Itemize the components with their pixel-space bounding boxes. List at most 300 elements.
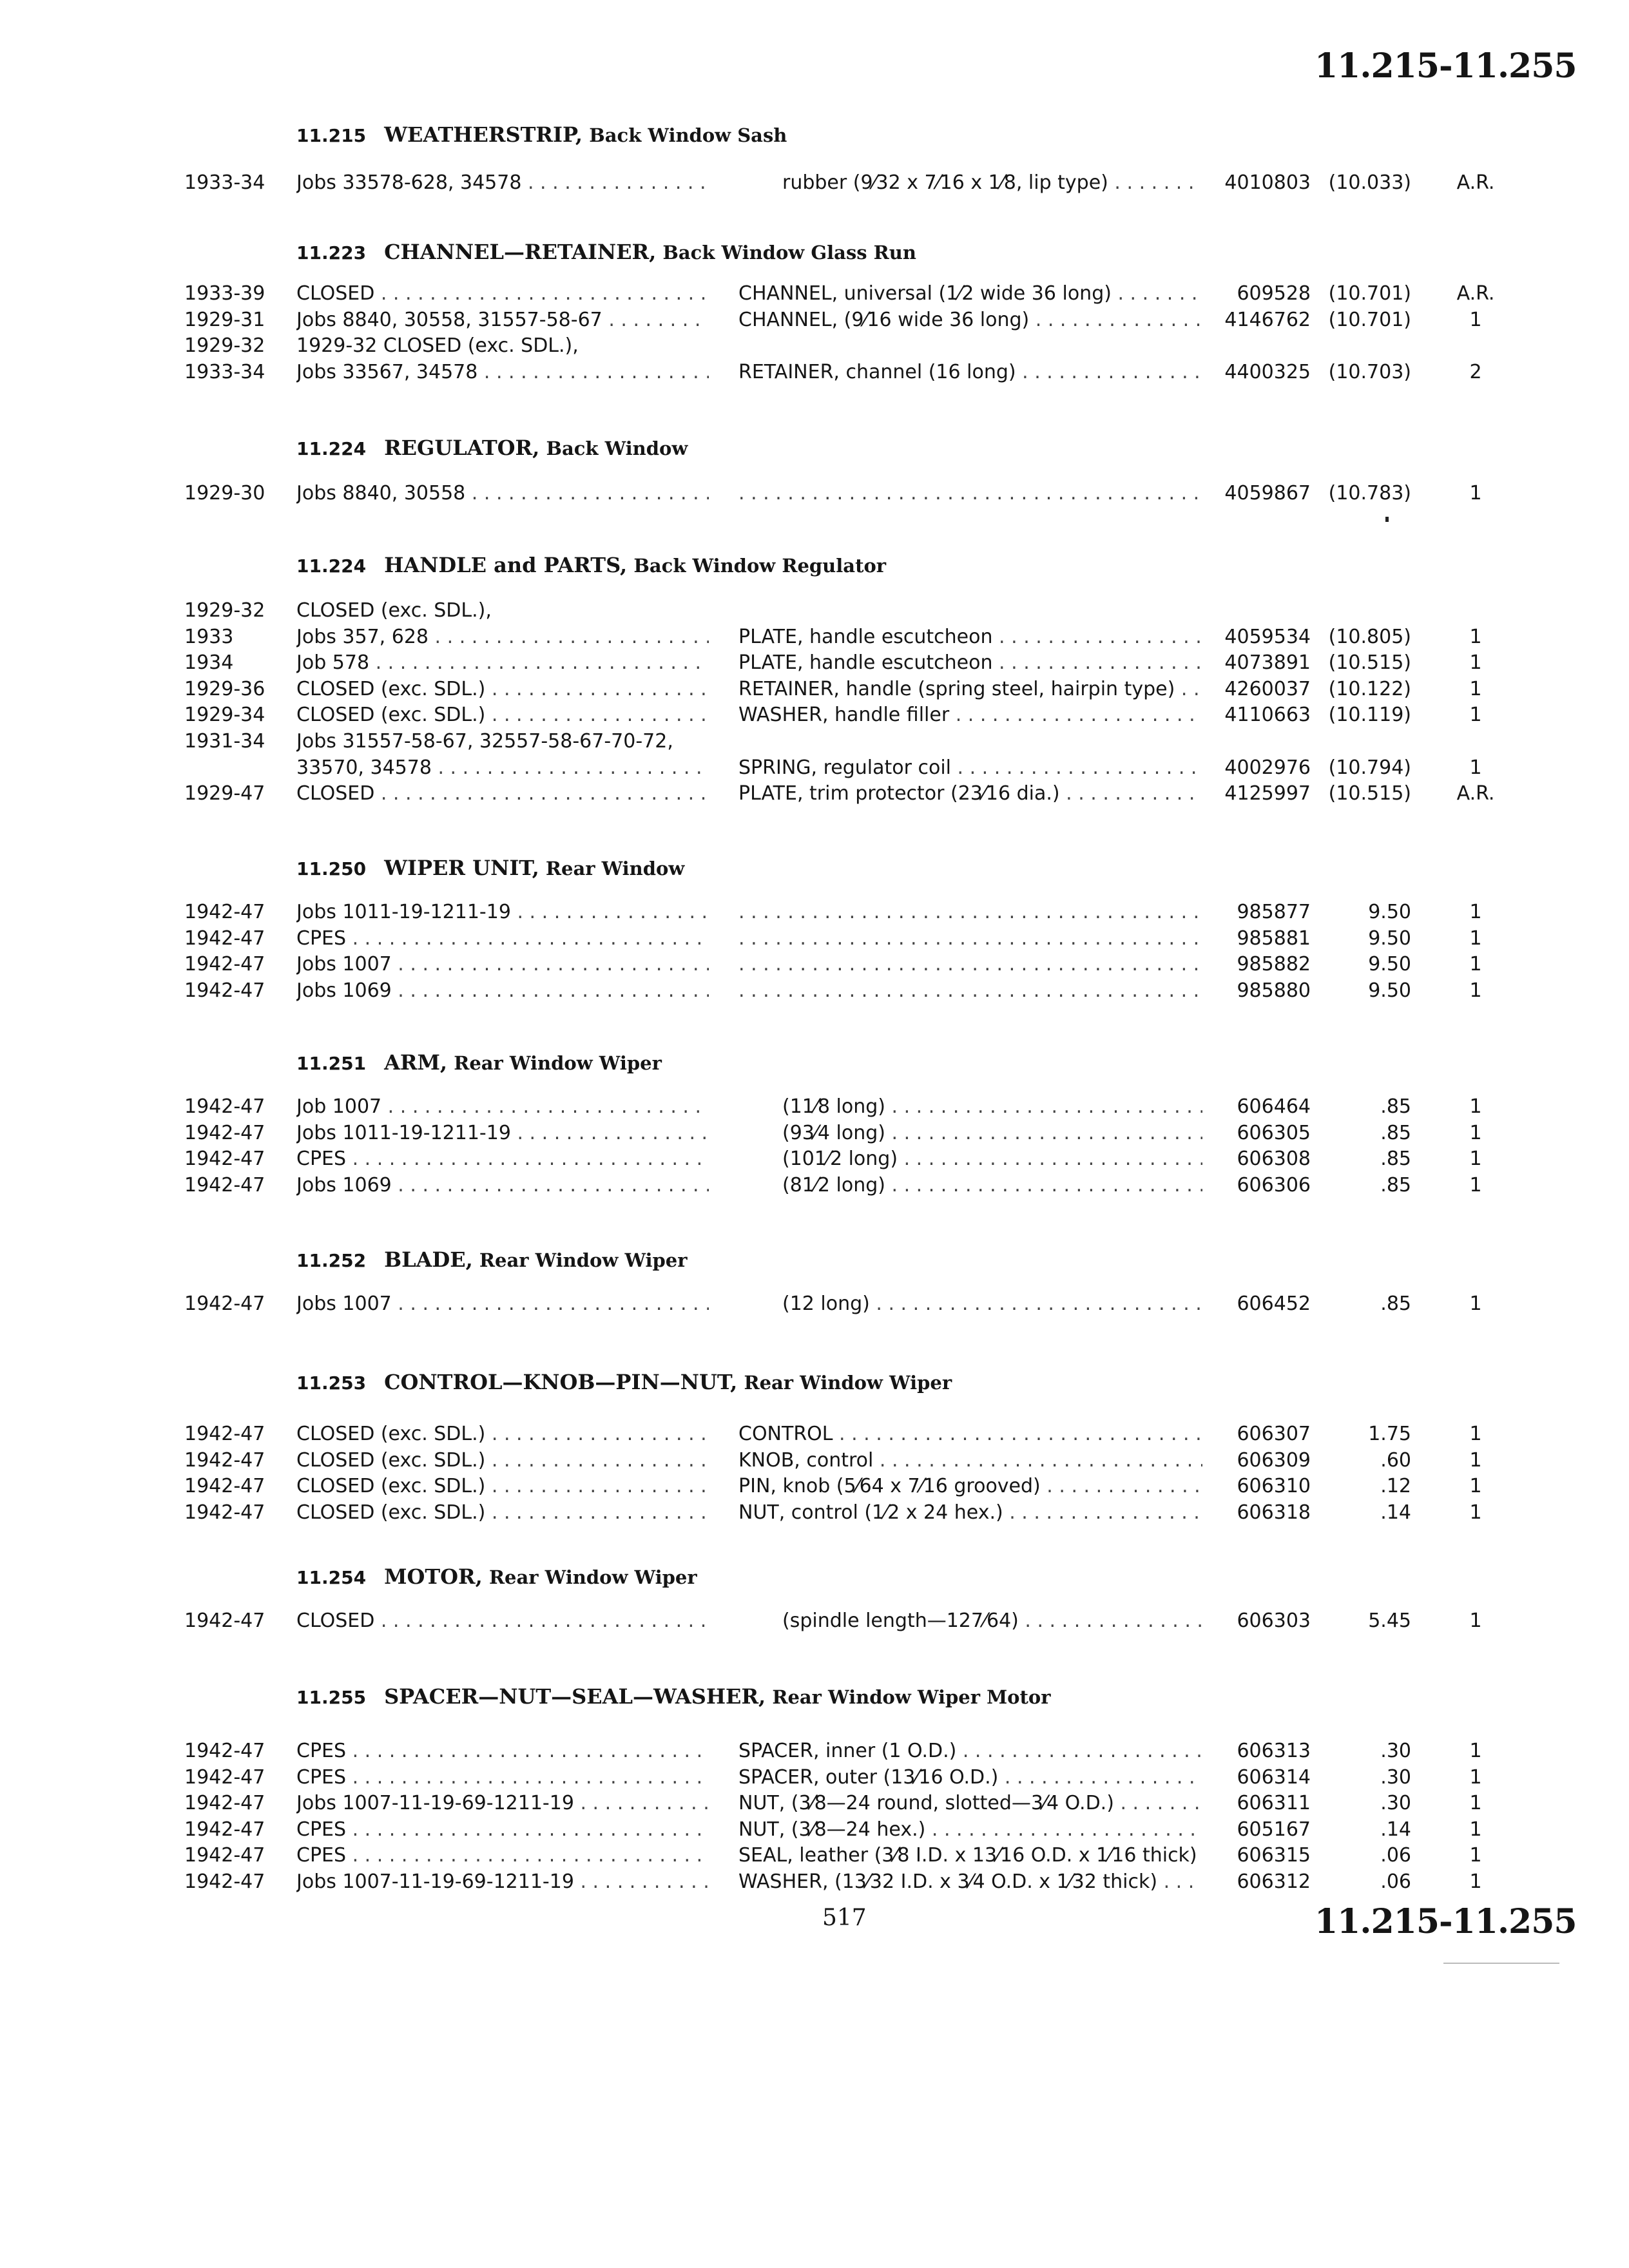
model-years (184, 1174, 265, 1196)
dot-leader (346, 1740, 709, 1762)
dot-leader (833, 1423, 1203, 1445)
model-years-text: 1942-47 (184, 1818, 265, 1841)
part-number-text: 605167 (1237, 1818, 1311, 1841)
description-text: NUT, (3⁄8—24 round, slotted—3⁄4 O.D.) (738, 1792, 1114, 1815)
model-years (184, 730, 265, 753)
price-text: .12 (1380, 1475, 1411, 1498)
dot-leader (432, 756, 709, 779)
model-years-text: 1942-47 (184, 1475, 265, 1498)
price (1315, 1766, 1411, 1789)
description (738, 626, 1202, 648)
price (1315, 1740, 1411, 1762)
description (738, 309, 1202, 331)
section-subtitle: Rear Window Wiper (488, 1566, 697, 1588)
description (782, 1174, 1202, 1196)
dot-leader (346, 927, 709, 950)
dot-leader (574, 1792, 709, 1814)
price (1315, 1423, 1411, 1445)
description-text: CHANNEL, (9⁄16 wide 36 long) (738, 308, 1030, 331)
description-text: CONTROL (738, 1423, 833, 1445)
section-header (296, 1247, 688, 1272)
model-years (184, 782, 265, 805)
application-text: CLOSED (296, 282, 375, 305)
scan-artifact-line (1443, 1963, 1559, 1964)
table-row (0, 599, 1629, 625)
model-years (184, 901, 265, 923)
section-number: 11.252 (296, 1250, 367, 1271)
table-row (0, 1818, 1629, 1844)
section-header (296, 856, 684, 880)
quantity (1437, 927, 1514, 950)
description (738, 1449, 1202, 1472)
description-text: rubber (9⁄32 x 7⁄16 x 1⁄8, lip type) (782, 171, 1108, 194)
dot-leader (1041, 1475, 1202, 1497)
price (1315, 979, 1411, 1002)
model-years-text: 1942-47 (184, 1501, 265, 1524)
dot-leader (1197, 1844, 1202, 1867)
dot-leader (1029, 309, 1202, 331)
dot-leader (511, 1122, 709, 1144)
model-years (184, 1122, 265, 1144)
description (738, 1501, 1202, 1524)
application (296, 1740, 709, 1762)
model-years (184, 1610, 265, 1632)
description (738, 953, 1202, 975)
quantity-text: 1 (1469, 482, 1482, 505)
model-years (184, 1501, 265, 1524)
quantity (1437, 309, 1514, 331)
dot-leader (374, 282, 709, 305)
quantity-text: 1 (1469, 901, 1482, 923)
section-number: 11.253 (296, 1372, 367, 1394)
section-number: 11.251 (296, 1053, 367, 1074)
part-number-text: 606310 (1237, 1475, 1311, 1498)
quantity (1437, 1423, 1514, 1445)
application (296, 651, 709, 674)
part-number-text: 985877 (1237, 901, 1311, 923)
application (296, 334, 709, 357)
dot-leader (392, 1174, 709, 1196)
part-number-text: 606306 (1237, 1173, 1311, 1196)
application (296, 1423, 709, 1445)
dot-leader (346, 1844, 709, 1867)
model-years (184, 927, 265, 950)
dot-leader (870, 1293, 1202, 1315)
application-text: Job 1007 (296, 1095, 382, 1118)
part-number-text: 606307 (1237, 1423, 1311, 1445)
quantity (1437, 901, 1514, 923)
section-number: 11.215 (296, 125, 367, 146)
price (1315, 1148, 1411, 1170)
section-subtitle: Rear Window (545, 858, 685, 879)
application (296, 1095, 709, 1118)
dot-leader (392, 979, 709, 1002)
model-years (184, 309, 265, 331)
quantity (1437, 482, 1514, 505)
price-text: 9.50 (1368, 901, 1411, 923)
table-row (0, 901, 1629, 927)
price (1315, 309, 1411, 331)
application-text: CPES (296, 1844, 347, 1867)
section-subtitle: Rear Window Wiper (479, 1249, 688, 1271)
model-years-text: 1929-47 (184, 782, 265, 805)
description (738, 1766, 1202, 1789)
dot-leader (374, 1610, 709, 1632)
quantity (1437, 282, 1514, 305)
application-text: 1929-32 CLOSED (exc. SDL.), (296, 334, 579, 358)
quantity-text: 1 (1469, 953, 1482, 976)
price-text: .06 (1380, 1844, 1411, 1867)
description (738, 1870, 1202, 1893)
application-text: CLOSED (exc. SDL.) (296, 1501, 486, 1524)
application-text: Jobs 8840, 30558 (296, 482, 466, 505)
description-text: SEAL, leather (3⁄8 I.D. x 13⁄16 O.D. x 1⁄16 thick) (738, 1844, 1197, 1867)
description-text: WASHER, handle filler (738, 704, 950, 727)
price (1315, 651, 1411, 674)
application (296, 1122, 709, 1144)
table-row (0, 361, 1629, 387)
price-text: 9.50 (1368, 979, 1411, 1002)
description-text: SPRING, regulator coil (738, 756, 951, 779)
table-row (0, 730, 1629, 756)
description (782, 171, 1202, 194)
quantity (1437, 953, 1514, 975)
dot-leader (738, 953, 1202, 975)
part-number-text: 606464 (1237, 1095, 1311, 1118)
application (296, 704, 709, 726)
description-text: (11⁄8 long) (782, 1095, 885, 1118)
quantity (1437, 1501, 1514, 1524)
table-row (0, 1870, 1629, 1896)
quantity (1437, 1293, 1514, 1315)
table-row (0, 171, 1629, 197)
price-text: (10.701) (1328, 282, 1411, 305)
price-text: .30 (1380, 1792, 1411, 1815)
dot-leader (374, 782, 709, 805)
price-text: (10.701) (1328, 308, 1411, 331)
quantity (1437, 626, 1514, 648)
application-text: Job 578 (296, 651, 370, 675)
part-number (1218, 953, 1311, 975)
dot-leader (1003, 1501, 1202, 1524)
quantity-text: 1 (1469, 927, 1482, 950)
dot-leader (898, 1148, 1202, 1170)
dot-leader (1060, 782, 1202, 805)
description-text: (12 long) (782, 1293, 870, 1315)
price-text: .14 (1380, 1818, 1411, 1841)
description (738, 756, 1202, 779)
part-number (1218, 901, 1311, 923)
quantity (1437, 1174, 1514, 1196)
part-number-text: 606308 (1237, 1148, 1311, 1171)
description (738, 1740, 1202, 1762)
section-number: 11.224 (296, 438, 367, 459)
model-years-text: 1931-34 (184, 730, 265, 753)
price (1315, 704, 1411, 726)
model-years-text: 1942-47 (184, 1293, 265, 1315)
price (1315, 1610, 1411, 1632)
model-years-text: 1929-36 (184, 677, 265, 700)
application (296, 979, 709, 1002)
price-text: 5.45 (1368, 1610, 1411, 1632)
section-number: 11.255 (296, 1687, 367, 1708)
description-text: NUT, (3⁄8—24 hex.) (738, 1818, 926, 1841)
page-number: 517 (822, 1905, 867, 1931)
dot-leader (1157, 1870, 1202, 1893)
description (738, 482, 1202, 505)
application (296, 1766, 709, 1789)
section-name: ARM, (384, 1050, 448, 1075)
price (1315, 1501, 1411, 1524)
dot-leader (521, 171, 709, 194)
quantity-text: 1 (1469, 625, 1482, 648)
quantity (1437, 1818, 1514, 1841)
dot-leader (485, 1475, 709, 1497)
table-row (0, 309, 1629, 334)
model-years (184, 1148, 265, 1170)
application-text: Jobs 1011-19-1211-19 (296, 901, 511, 923)
price-text: (10.122) (1328, 677, 1411, 700)
application-text: Jobs 1007-11-19-69-1211-19 (296, 1870, 574, 1893)
dot-leader (346, 1766, 709, 1789)
section-number: 11.250 (296, 858, 367, 879)
price (1315, 1870, 1411, 1893)
part-number (1218, 782, 1311, 805)
dot-leader (485, 704, 709, 726)
dot-leader (885, 1122, 1202, 1144)
dot-leader (738, 901, 1202, 923)
quantity-text: 1 (1469, 1870, 1482, 1893)
price (1315, 901, 1411, 923)
table-row (0, 282, 1629, 308)
price-text: .85 (1380, 1121, 1411, 1144)
model-years (184, 953, 265, 975)
description-text: SPACER, inner (1 O.D.) (738, 1740, 957, 1762)
model-years-text: 1933-34 (184, 360, 265, 383)
section-name: CHANNEL—RETAINER, (384, 240, 657, 264)
model-years (184, 282, 265, 305)
price-text: .85 (1380, 1173, 1411, 1196)
model-years (184, 1475, 265, 1497)
quantity-text: A.R. (1456, 282, 1495, 305)
table-row (0, 756, 1629, 782)
part-number-text: 4110663 (1224, 704, 1311, 727)
quantity (1437, 1870, 1514, 1893)
quantity (1437, 1095, 1514, 1118)
dot-leader (993, 626, 1202, 648)
part-number-text: 4002976 (1224, 756, 1311, 779)
model-years (184, 482, 265, 505)
model-years (184, 678, 265, 700)
part-number (1218, 1449, 1311, 1472)
part-number (1218, 282, 1311, 305)
table-row (0, 678, 1629, 704)
model-years-text: 1929-34 (184, 704, 265, 727)
table-row (0, 927, 1629, 953)
application (296, 171, 709, 194)
model-years-text: 1942-47 (184, 1095, 265, 1118)
application (296, 1293, 709, 1315)
price (1315, 1844, 1411, 1867)
description (738, 1844, 1202, 1867)
part-number-text: 606318 (1237, 1501, 1311, 1524)
section-header (296, 1684, 1051, 1709)
model-years-text: 1942-47 (184, 1765, 265, 1789)
application-text: Jobs 1007-11-19-69-1211-19 (296, 1792, 574, 1815)
part-number (1218, 1293, 1311, 1315)
model-years (184, 1844, 265, 1867)
part-number (1218, 482, 1311, 505)
section-name: CONTROL—KNOB—PIN—NUT, (384, 1370, 738, 1394)
dot-leader (346, 1148, 709, 1170)
price (1315, 1449, 1411, 1472)
table-row (0, 704, 1629, 729)
application-text: CPES (296, 1765, 347, 1789)
dot-leader (738, 979, 1202, 1002)
dot-leader (485, 1449, 709, 1472)
price-text: .30 (1380, 1740, 1411, 1762)
price-text: (10.783) (1328, 482, 1411, 505)
dot-leader (873, 1449, 1202, 1472)
description (738, 901, 1202, 923)
price-text: (10.805) (1328, 625, 1411, 648)
part-number-text: 4125997 (1224, 782, 1311, 805)
description-text: SPACER, outer (13⁄16 O.D.) (738, 1765, 999, 1789)
quantity-text: 1 (1469, 1818, 1482, 1841)
table-row (0, 1423, 1629, 1448)
price-text: (10.515) (1328, 782, 1411, 805)
model-years-text: 1942-47 (184, 1148, 265, 1171)
description (782, 1095, 1202, 1118)
section-name: SPACER—NUT—SEAL—WASHER, (384, 1684, 766, 1709)
dot-leader (925, 1818, 1202, 1841)
table-row (0, 979, 1629, 1005)
dot-leader (993, 651, 1202, 674)
application (296, 482, 709, 505)
section-subtitle: Back Window Glass Run (662, 242, 916, 264)
section-name: WEATHERSTRIP, (384, 122, 583, 147)
description-text: RETAINER, channel (16 long) (738, 360, 1016, 383)
model-years-text: 1942-47 (184, 1844, 265, 1867)
application (296, 1610, 709, 1632)
dot-leader (369, 651, 709, 674)
description (738, 782, 1202, 805)
application-text: Jobs 1069 (296, 1173, 392, 1196)
dot-leader (1112, 282, 1202, 305)
quantity-text: A.R. (1456, 782, 1495, 805)
description (782, 1122, 1202, 1144)
table-row (0, 651, 1629, 677)
dot-leader (885, 1174, 1202, 1196)
quantity (1437, 1122, 1514, 1144)
dot-leader (951, 756, 1202, 779)
quantity-text: 1 (1469, 1610, 1482, 1632)
quantity-text: 1 (1469, 1448, 1482, 1472)
quantity (1437, 756, 1514, 779)
dot-leader (998, 1766, 1202, 1789)
description-text: (93⁄4 long) (782, 1121, 885, 1144)
quantity-text: 1 (1469, 1501, 1482, 1524)
application (296, 756, 709, 779)
model-years-text: 1933 (184, 625, 234, 648)
application-text: CLOSED (296, 782, 375, 805)
table-row (0, 1610, 1629, 1635)
application-text: Jobs 33578-628, 34578 (296, 171, 522, 194)
model-years-text: 1929-32 (184, 334, 265, 358)
model-years (184, 1449, 265, 1472)
part-number-text: 606305 (1237, 1121, 1311, 1144)
dot-leader (949, 704, 1202, 726)
part-number (1218, 626, 1311, 648)
quantity-text: 1 (1469, 1792, 1482, 1815)
model-years-text: 1942-47 (184, 1423, 265, 1445)
description-text: PIN, knob (5⁄64 x 7⁄16 grooved) (738, 1475, 1041, 1498)
description (738, 1818, 1202, 1841)
description-text: NUT, control (1⁄2 x 24 hex.) (738, 1501, 1003, 1524)
model-years-text: 1942-47 (184, 1870, 265, 1893)
model-years-text: 1933-39 (184, 282, 265, 305)
part-number (1218, 678, 1311, 700)
table-row (0, 482, 1629, 508)
dot-leader (1016, 361, 1202, 383)
table-row (0, 1844, 1629, 1870)
section-subtitle: Back Window Sash (589, 124, 787, 146)
section-header (296, 1564, 697, 1589)
part-number-text: 985882 (1237, 953, 1311, 976)
model-years-text: 1933-34 (184, 171, 265, 194)
price (1315, 282, 1411, 305)
description-text: CHANNEL, universal (1⁄2 wide 36 long) (738, 282, 1112, 305)
application-text: CLOSED (exc. SDL.) (296, 1448, 486, 1472)
quantity-text: 2 (1469, 360, 1482, 383)
quantity (1437, 1449, 1514, 1472)
price-text: .06 (1380, 1870, 1411, 1893)
part-number (1218, 1610, 1311, 1632)
quantity-text: 1 (1469, 1121, 1482, 1144)
quantity-text: 1 (1469, 1173, 1482, 1196)
part-number-text: 4059867 (1224, 482, 1311, 505)
application (296, 1475, 709, 1497)
dot-leader (485, 1423, 709, 1445)
dot-leader (1108, 171, 1202, 194)
application (296, 309, 709, 331)
price (1315, 361, 1411, 383)
quantity-text: 1 (1469, 979, 1482, 1002)
part-number-text: 606311 (1237, 1792, 1311, 1815)
model-years (184, 599, 265, 622)
quantity-text: 1 (1469, 1423, 1482, 1445)
price (1315, 927, 1411, 950)
model-years-text: 1942-47 (184, 1121, 265, 1144)
application (296, 1148, 709, 1170)
model-years (184, 1740, 265, 1762)
dot-leader (429, 626, 709, 648)
model-years (184, 1818, 265, 1841)
price (1315, 678, 1411, 700)
application-text: CLOSED (exc. SDL.) (296, 704, 486, 727)
application (296, 599, 709, 622)
quantity-text: 1 (1469, 1293, 1482, 1315)
section-subtitle: Back Window (546, 437, 688, 459)
description-text: WASHER, (13⁄32 I.D. x 3⁄4 O.D. x 1⁄32 thick) (738, 1870, 1158, 1893)
quantity-text: 1 (1469, 1148, 1482, 1171)
dot-leader (346, 1818, 709, 1841)
application-text: Jobs 33567, 34578 (296, 360, 478, 383)
part-number-text: 609528 (1237, 282, 1311, 305)
part-number (1218, 1501, 1311, 1524)
price-text: 9.50 (1368, 953, 1411, 976)
description (738, 1792, 1202, 1814)
